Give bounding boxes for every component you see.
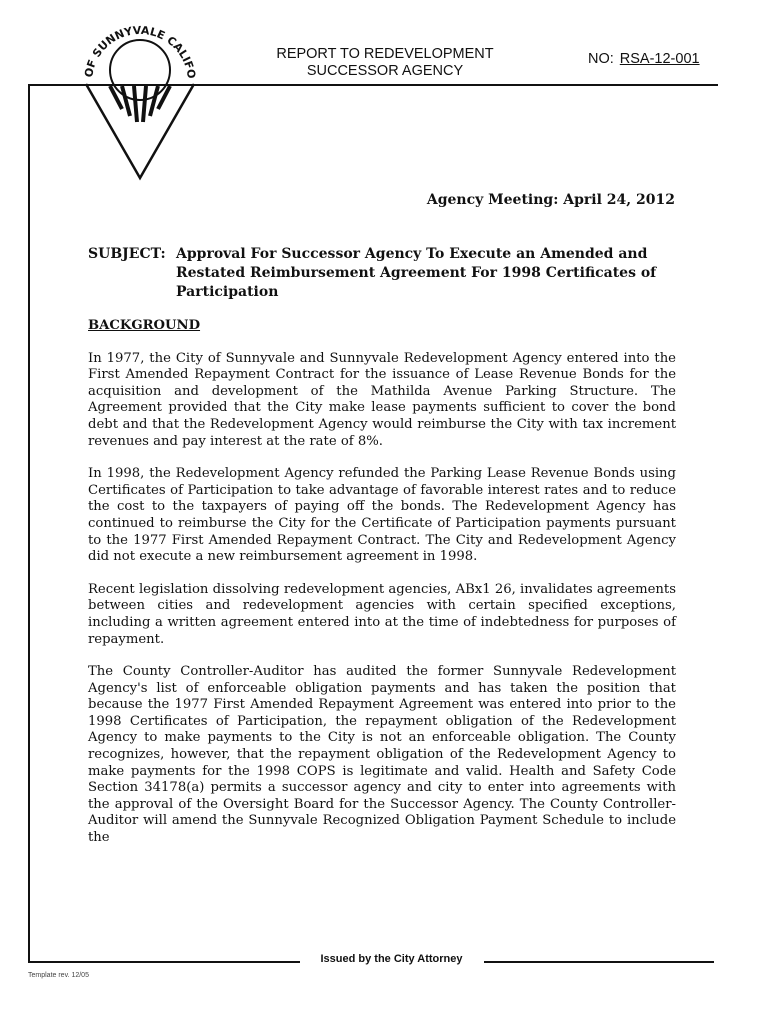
footer-rule-right [484,961,714,963]
template-revision: Template rev. 12/05 [28,972,89,979]
report-number-value: RSA-12-001 [619,51,700,67]
paragraph: In 1977, the City of Sunnyvale and Sunnyvale Redevelopment Agency entered into the First Amended Repayment Contract for the issuance of Lease Revenue Bonds for the acquisition and development of the Mathilda Avenue Parking Structure. The Agreement provided that the City make lease payments sufficient to cover the bond debt and that the Redevelopment Agency would reimburse the City with tax increment revenues and pay interest at the rate of 8%. [88,350,676,449]
svg-text:CITY OF SUNNYVALE CALIFORNIA: OF SUNNYVALE CALIFO [82,23,199,80]
section-heading-background: BACKGROUND [88,318,201,333]
left-margin-rule [28,84,30,962]
subject-block [88,245,688,302]
footer-issued: Issued by the City Attorney [320,953,463,965]
subject-text: Approval For Successor Agency To Execute an Amended and Restated Reimbursement Agreement For 1998 Certificates of Participation [176,246,657,300]
paragraph: The County Controller-Auditor has audited the former Sunnyvale Redevelopment Agency's list of enforceable obligation payments and has taken the position that because the 1977 First Amended Repayment Agreement was entered into prior to the 1998 Certificates of Participation, the repayment obligation of the Redevelopment Agency to make payments to the City is not an enforceable obligation. The County recognizes, however, that the repayment obligation of the Redevelopment Agency to make payments for the 1998 COPS is legitimate and valid. Health and Safety Code Section 34178(a) permits a successor agency and city to enter into agreements with the approval of the Oversight Board for the Successor Agency. The County Controller-Auditor will amend the Sunnyvale Recognized Obligation Payment Schedule to include the [88,664,676,846]
city-seal-icon [74,14,204,184]
subject-label: SUBJECT: [88,246,166,262]
report-title [260,46,510,80]
footer-rule-left [28,961,300,963]
paragraph: In 1998, the Redevelopment Agency refunded the Parking Lease Revenue Bonds using Certificates of Participation to take advantage of favorable interest rates and to reduce the cost to the taxpayers of paying off the bonds. The Redevelopment Agency has continued to reimburse the City for the Certificate of Participation payments pursuant to the 1977 First Amended Repayment Contract. The City and Redevelopment Agency did not execute a new reimbursement agreement in 1998. [88,466,676,565]
report-number [588,51,700,67]
meeting-date: Agency Meeting: April 24, 2012 [426,192,675,208]
report-title-line2: SUCCESSOR AGENCY [306,63,464,79]
report-body [88,318,676,863]
header-rule [28,84,718,86]
report-title-line1: REPORT TO REDEVELOPMENT [276,46,494,62]
paragraph: Recent legislation dissolving redevelopment agencies, ABx1 26, invalidates agreements between cities and redevelopment agencies with certain specified exceptions, including a written agreement entered into at the time of indebtedness for purposes of repayment. [88,581,676,647]
report-number-label: NO: [588,51,614,67]
